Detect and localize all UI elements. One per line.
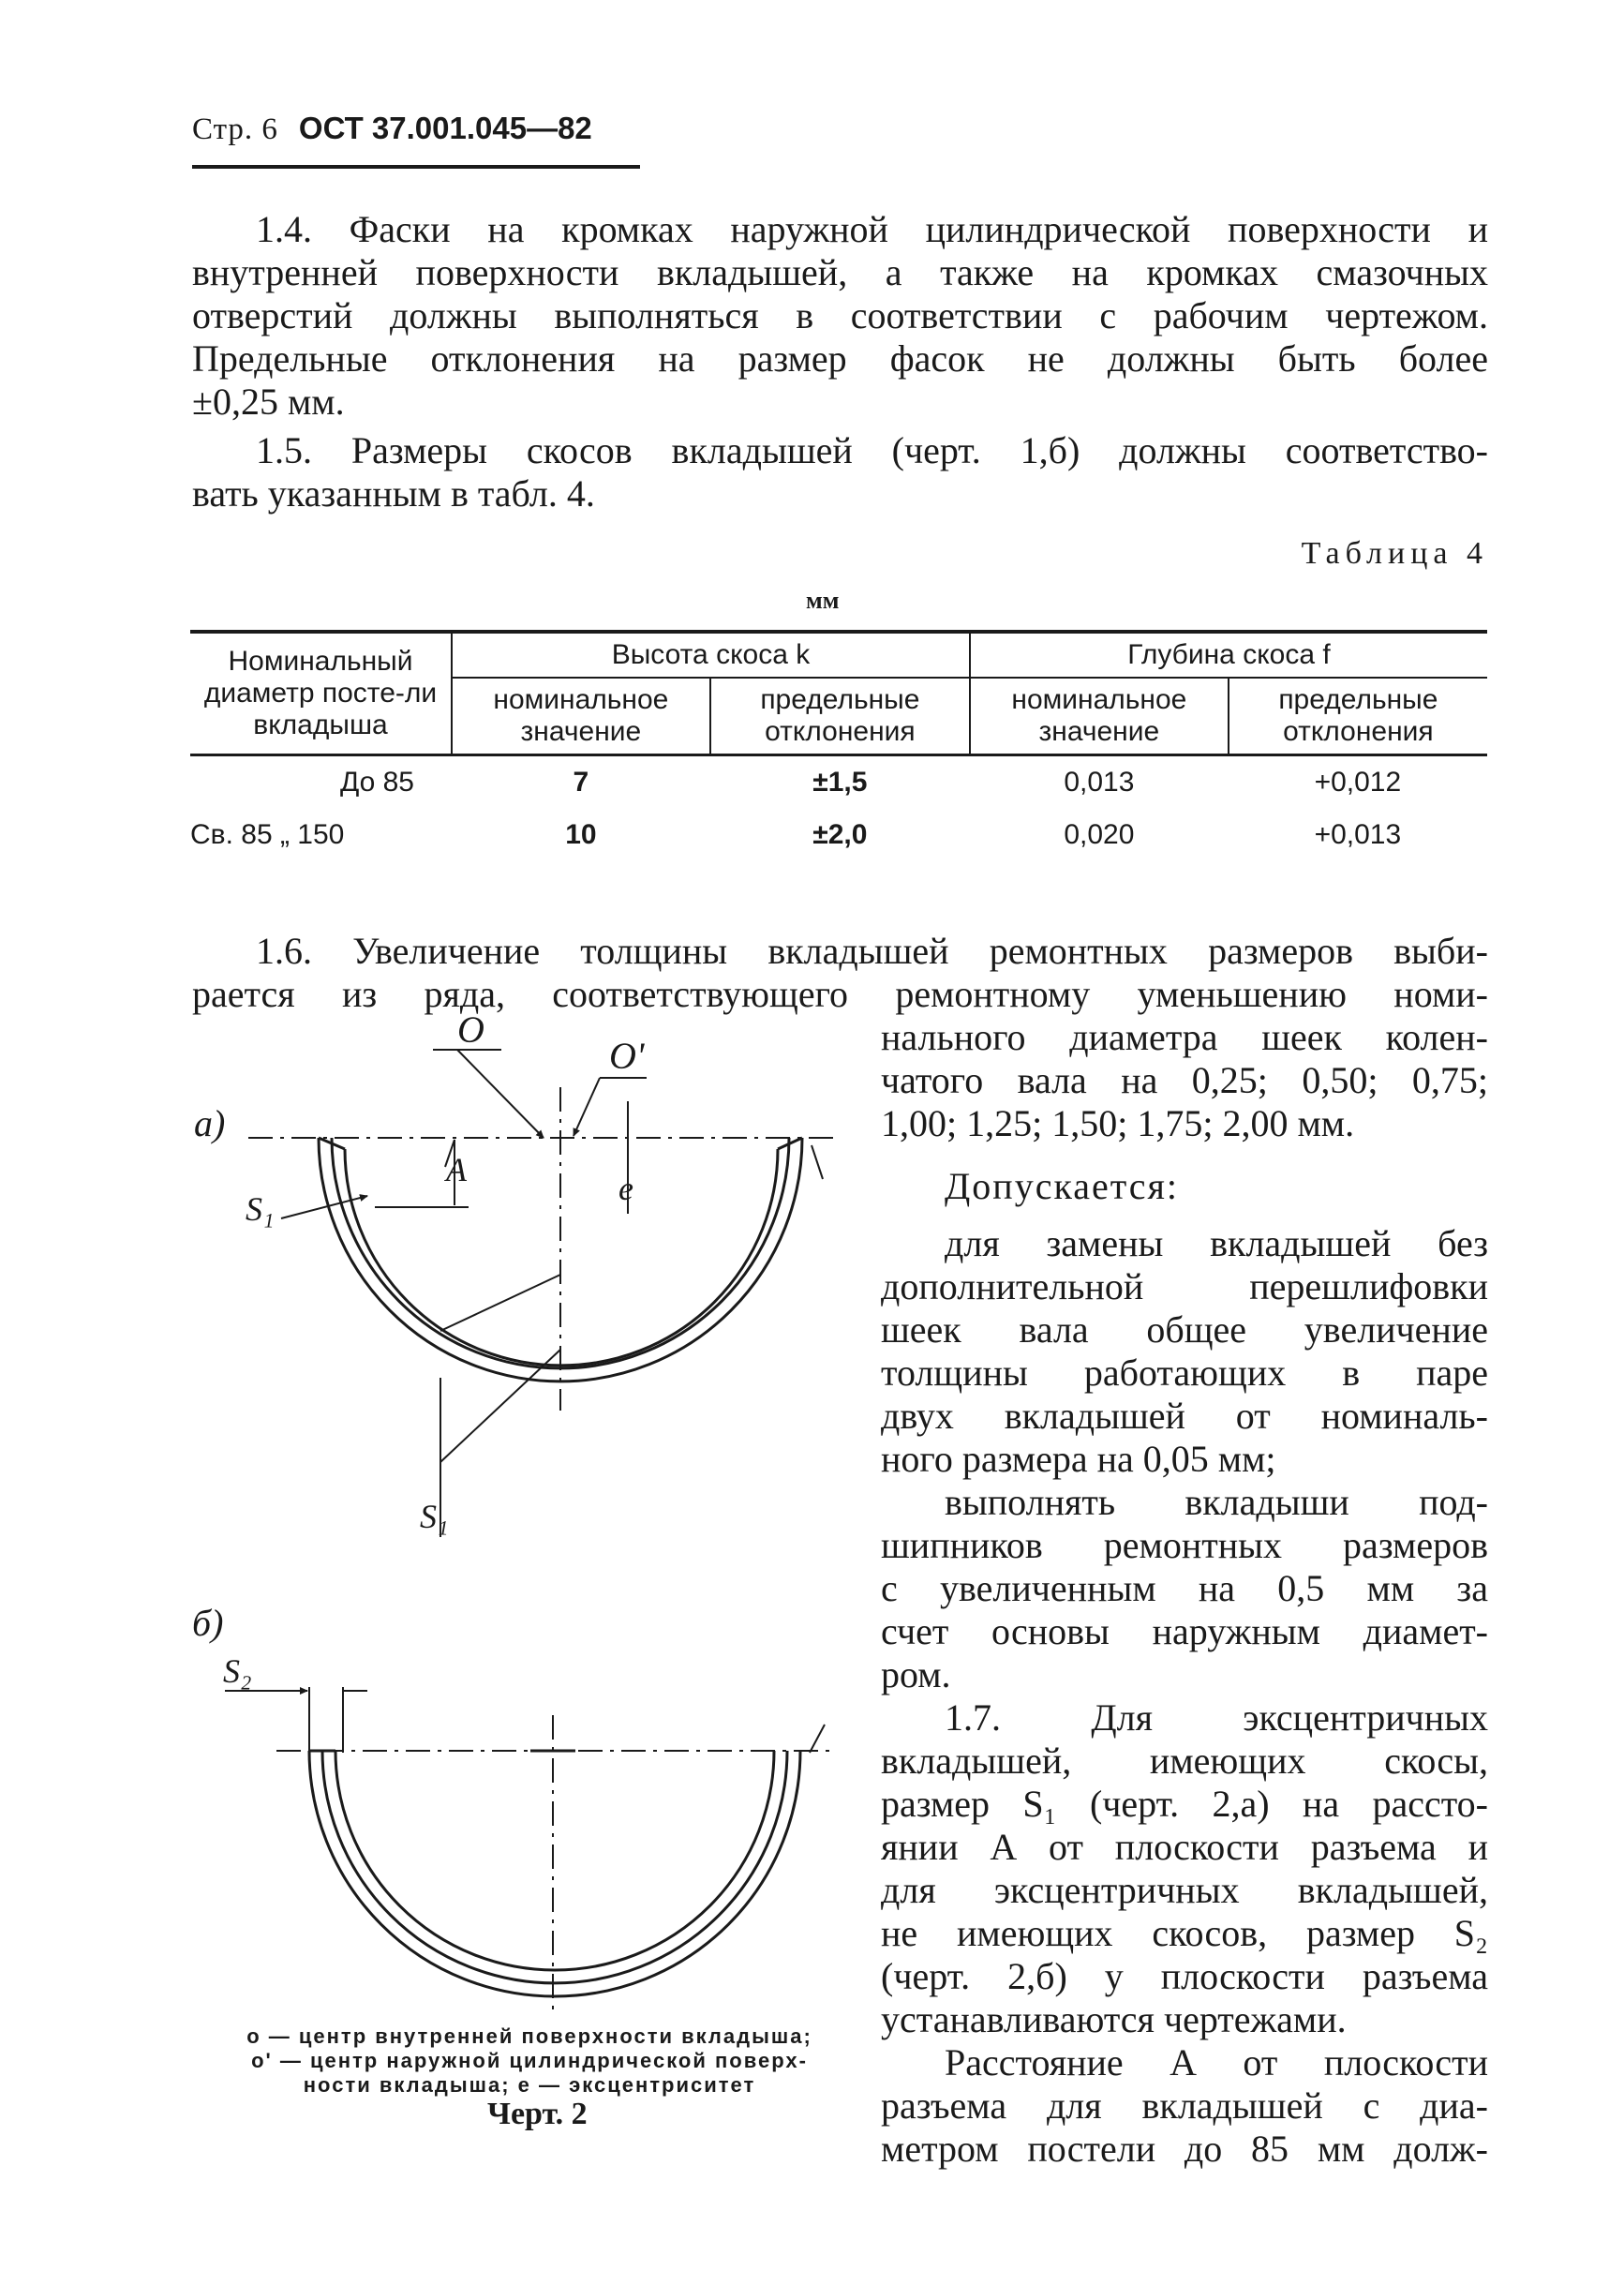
figure-caption: Черт. 2 xyxy=(487,2097,588,2131)
table-subheader: предельные отклонения xyxy=(1229,678,1487,755)
table-cell: +0,013 xyxy=(1314,819,1402,850)
table-subheader: номинальное значение xyxy=(452,678,710,755)
text-line: отверстий должны выполняться в соответствии с рабочим чертежом. xyxy=(192,294,1488,336)
table-subheader: предельные отклонения xyxy=(710,678,970,755)
text-line: ±0,25 мм. xyxy=(192,381,345,423)
text-line: шеек вала общее увеличение xyxy=(881,1308,1488,1351)
legend-line: о — центр внутренней поверхности вкладыша; xyxy=(246,2024,812,2048)
drawing-b-eccentric-shell-without-chamfer xyxy=(225,1687,829,2015)
text-line: устанавливаются чертежами. xyxy=(881,1998,1347,2040)
text-line: 1.4. Фаски на кромках наружной цилиндрической поверхности и xyxy=(256,208,1488,250)
label-eccentricity-e: е xyxy=(618,1170,633,1207)
page-number: Стр. 6 xyxy=(192,112,278,146)
text-line: дополнительной перешлифовки xyxy=(881,1265,1488,1307)
text-line: метром постели до 85 мм долж- xyxy=(881,2128,1488,2170)
table-header-diameter: Номинальный диаметр посте-ли вкладыша xyxy=(190,632,452,755)
text-line: внутренней поверхности вкладышей, а также на кромках смазочных xyxy=(192,251,1488,293)
text-line: размер S₁ (черт. 2,а) на рассто- xyxy=(881,1783,1488,1825)
text-line: 1.6. Увеличение толщины вкладышей ремонтных размеров выби- xyxy=(256,930,1488,972)
label-s2: S₂ xyxy=(223,1652,252,1690)
table-subheader: номинальное значение xyxy=(970,678,1229,755)
text-line: не имеющих скосов, размер S₂ xyxy=(881,1912,1488,1954)
standard-number: ОСТ 37.001.045—82 xyxy=(298,111,592,145)
table-cell: Св. 85 „ 150 xyxy=(190,819,345,850)
text-line: ром. xyxy=(881,1653,951,1695)
paragraph-distance xyxy=(881,2041,1488,2171)
text-line: толщины работающих в паре xyxy=(881,1352,1488,1394)
legend-line: о' — центр наружной цилиндрической поверх- xyxy=(251,2049,808,2072)
table-title: Таблица 4 xyxy=(1301,536,1488,571)
figure-legend xyxy=(192,2024,867,2098)
table-cell: ±1,5 xyxy=(812,767,868,798)
text-line: 1.5. Размеры скосов вкладышей (черт. 1,б) должны соответство- xyxy=(256,429,1488,471)
text-line: ного размера на 0,05 мм; xyxy=(881,1438,1276,1480)
text-line: 1,00; 1,25; 1,50; 1,75; 2,00 мм. xyxy=(881,1102,1355,1144)
table-header-f: Глубина скоса f xyxy=(970,632,1487,678)
text-line: Предельные отклонения на размер фасок не должны быть более xyxy=(192,337,1488,380)
table-cell: 7 xyxy=(573,767,589,798)
text-line: янии А от плоскости разъема и xyxy=(881,1826,1488,1868)
paragraph-1-6-continued xyxy=(881,1016,1488,1145)
table-cell: +0,012 xyxy=(1314,767,1402,798)
table-unit: мм xyxy=(806,587,840,614)
text-line: Расстояние А от плоскости xyxy=(945,2041,1488,2083)
label-a: а) xyxy=(194,1102,226,1144)
text-line: (черт. 2,б) у плоскости разъема xyxy=(881,1955,1488,1997)
table-cell: 0,013 xyxy=(1064,767,1135,798)
text-line: с увеличенным на 0,5 мм за xyxy=(881,1567,1488,1609)
text-line: для эксцентричных вкладышей, xyxy=(881,1869,1488,1911)
text-line: вать указанным в табл. 4. xyxy=(192,472,595,515)
text-line: двух вкладышей от номиналь- xyxy=(881,1395,1488,1437)
paragraph-1-7 xyxy=(881,1696,1488,2041)
table-cell: 10 xyxy=(565,819,597,850)
figure-bearing-shells xyxy=(0,0,881,2034)
label-center-o: О xyxy=(457,1008,484,1051)
text-line: вкладышей, имеющих скосы, xyxy=(881,1740,1488,1782)
text-line: разъема для вкладышей с диа- xyxy=(881,2084,1488,2127)
label-s1-bottom: S₁ xyxy=(420,1498,449,1535)
label-distance-a: А xyxy=(446,1151,467,1188)
drawing-a-eccentric-shell-with-chamfer xyxy=(248,1050,839,1537)
text-line: чатого вала на 0,25; 0,50; 0,75; xyxy=(881,1059,1488,1101)
table-cell: ±2,0 xyxy=(812,819,868,850)
text-line: для замены вкладышей без xyxy=(945,1222,1488,1264)
text-line: 1.7. Для эксцентричных xyxy=(945,1696,1488,1739)
table-cell: До 85 xyxy=(339,767,414,798)
table-cell: 0,020 xyxy=(1064,819,1135,850)
allowed-item-1 xyxy=(881,1222,1488,1481)
text-line: рается из ряда, соответствующего ремонтному уменьшению номи- xyxy=(192,973,1488,1015)
text-line: выполнять вкладыши под- xyxy=(945,1481,1488,1523)
text-line: шипников ремонтных размеров xyxy=(881,1524,1488,1566)
label-s1: S₁ xyxy=(246,1190,275,1228)
table-header-k: Высота скоса k xyxy=(452,632,970,678)
label-center-o-prime: О' xyxy=(609,1035,645,1077)
text-line: счет основы наружным диамет- xyxy=(881,1610,1488,1652)
label-b: б) xyxy=(192,1602,224,1644)
text-line: нального диаметра шеек колен- xyxy=(881,1016,1488,1058)
allowed-title: Допускается: xyxy=(945,1165,1180,1207)
allowed-item-2 xyxy=(881,1481,1488,1696)
legend-line: ности вкладыша; е — эксцентриситет xyxy=(303,2073,756,2097)
